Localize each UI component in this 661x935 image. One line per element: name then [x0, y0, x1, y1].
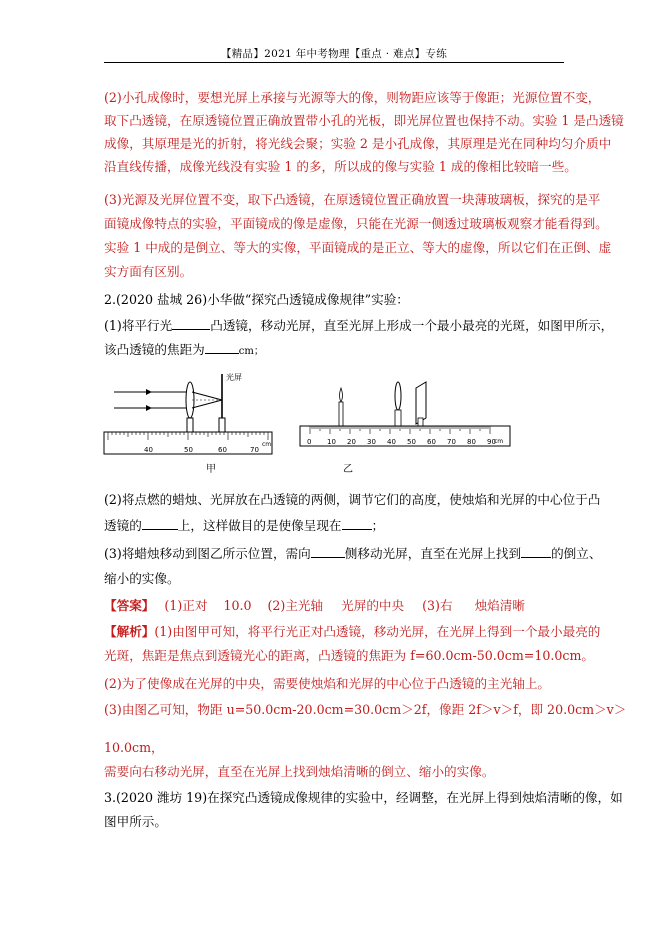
- q2-p1b: 凸透镜，移动光屏，直至光屏上形成一个最小最亮的光斑，如图甲所示，: [210, 318, 614, 333]
- screen-label: 光屏: [226, 373, 242, 382]
- analysis-line-8: 实方面有区别。: [104, 264, 193, 279]
- answer-tag: 【答案】: [104, 598, 155, 613]
- analysis-line: (2)为了使像成在光屏的中央，需要使烛焰和光屏的中心位于凸透镜的主光轴上。: [104, 676, 551, 691]
- ruler-jia-mark: 40: [144, 446, 153, 454]
- q2-p3a: (3)将蜡烛移动到图乙所示位置，需向: [104, 546, 311, 561]
- candle-icon: [339, 402, 343, 426]
- answer-1: (1)正对: [164, 598, 208, 613]
- ruler-yi-mark: 0: [307, 438, 312, 446]
- q2-p1c: 该凸透镜的焦距为: [104, 342, 205, 357]
- page-header: 【精品】2021 年中考物理【重点 · 难点】专练: [220, 48, 448, 60]
- analysis-line: 10.0cm，: [104, 740, 164, 755]
- figure-jia: [104, 372, 272, 475]
- ruler-jia-mark: 50: [184, 446, 193, 454]
- answer-4: 光屏的中央: [341, 598, 405, 613]
- analysis-line-4: 沿直线传播，成像光线没有实验 1 的多，所以成的像与实验 1 成的像相比较暗一些。: [104, 159, 577, 174]
- q2-p2c: 上，这样做目的是使像呈现在: [177, 518, 342, 533]
- analysis-line-3: 成像，其原理是光的折射，将光线会聚；实验 2 是小孔成像，其原理是光在同种均匀介质中: [104, 136, 612, 151]
- ruler-yi-mark: 30: [367, 438, 376, 446]
- answer-blank-2: [205, 342, 239, 354]
- ruler-yi-unit: cm: [494, 438, 504, 445]
- answer-line: [104, 598, 525, 614]
- ruler-yi-mark: 80: [467, 438, 476, 446]
- ruler-yi-mark: 90: [487, 438, 496, 446]
- question-2-part-3b: 缩小的实像。: [104, 571, 180, 586]
- ruler-yi-mark: 60: [427, 438, 436, 446]
- analysis-line-1: (2)小孔成像时，要想光屏上承接与光源等大的像，则物距应该等于像距；光源位置不变，: [104, 90, 601, 105]
- figure-label-jia: 甲: [206, 464, 216, 475]
- answer-blank-4: [342, 518, 372, 530]
- q2-p3b: 侧移动光屏，直至在光屏上找到: [344, 546, 522, 561]
- analysis-text-1: (1)由图甲可知，将平行光正对凸透镜，移动光屏，在光屏上得到一个最小最亮的: [154, 624, 601, 639]
- convex-lens-icon: [395, 382, 401, 410]
- analysis-line: [104, 624, 600, 640]
- ruler-jia-unit: cm: [262, 441, 272, 448]
- ruler-jia-mark: 70: [250, 446, 259, 454]
- question-2-part-1b: [104, 342, 264, 360]
- figure-label-yi: 乙: [343, 464, 353, 475]
- answer-6: 烛焰清晰: [474, 598, 525, 613]
- q2-p2b: 透镜的: [104, 518, 142, 533]
- ruler-yi-mark: 50: [407, 438, 416, 446]
- question-3-line-2: 图甲所示。: [104, 814, 167, 829]
- ruler-yi-mark: 10: [327, 438, 336, 446]
- answer-blank-3: [142, 518, 178, 530]
- q2-p1a: (1)将平行光: [104, 318, 173, 333]
- analysis-tag: 【解析】: [104, 624, 155, 639]
- q2-p2d: ；: [371, 518, 385, 533]
- question-2-part-1: [104, 318, 613, 334]
- q2-p3c: 的倒立、: [551, 546, 602, 561]
- analysis-line-5: (3)光源及光屏位置不变，取下凸透镜，在原透镜位置正确放置一块薄玻璃板，探究的是平: [104, 192, 601, 207]
- answer-2: 10.0: [223, 598, 252, 613]
- analysis-line-2: 取下凸透镜，在原透镜位置正确放置带小孔的光板，即光屏位置也保持不动。实验 1 是凸透镜: [104, 113, 624, 128]
- ruler-yi-mark: 70: [447, 438, 456, 446]
- answer-5: (3)右: [422, 598, 453, 613]
- answer-blank-5: [311, 546, 345, 558]
- ruler-yi-mark: 40: [387, 438, 396, 446]
- question-2-part-2b: [104, 518, 384, 534]
- experiment-figure: [100, 368, 520, 480]
- answer-blank-1: [172, 318, 210, 330]
- analysis-line: 需要向右移动光屏，直至在光屏上找到烛焰清晰的倒立、缩小的实像。: [104, 764, 495, 779]
- candle-flame-icon: [340, 388, 343, 402]
- question-2-part-2: (2)将点燃的蜡烛、光屏放在凸透镜的两侧，调节它们的高度，使烛焰和光屏的中心位于凸: [104, 492, 601, 507]
- question-3-line-1: 3.(2020 潍坊 19)在探究凸透镜成像规律的实验中，经调整，在光屏上得到烛焰清晰的像，如: [104, 790, 623, 805]
- q2-p1d: cm；: [238, 346, 264, 357]
- ruler-yi-mark: 20: [347, 438, 356, 446]
- analysis-line: 光斑，焦距是焦点到透镜光心的距离，凸透镜的焦距为 f=60.0cm-50.0cm=10.0cm。: [104, 648, 594, 663]
- question-2-title: 2.(2020 盐城 26)小华做“探究凸透镜成像规律”实验：: [104, 292, 409, 307]
- answer-blank-6: [521, 546, 551, 558]
- analysis-line: (3)由图乙可知，物距 u=50.0cm-20.0cm=30.0cm＞2f，像距 2f＞v＞f，即 20.0cm＞v＞: [104, 702, 627, 717]
- ruler-jia-mark: 60: [218, 446, 227, 454]
- figure-yi: [300, 382, 510, 475]
- analysis-line-6: 面镜成像特点的实验，平面镜成的像是虚像，只能在光源一侧透过玻璃板观察才能看得到。: [104, 216, 608, 231]
- header-rule: [104, 62, 564, 63]
- answer-3: (2)主光轴: [267, 598, 324, 613]
- analysis-line-7: 实验 1 中成的是倒立、等大的实像，平面镜成的是正立、等大的虚像，所以它们在正倒、虚: [104, 240, 612, 255]
- question-2-part-3: [104, 546, 601, 562]
